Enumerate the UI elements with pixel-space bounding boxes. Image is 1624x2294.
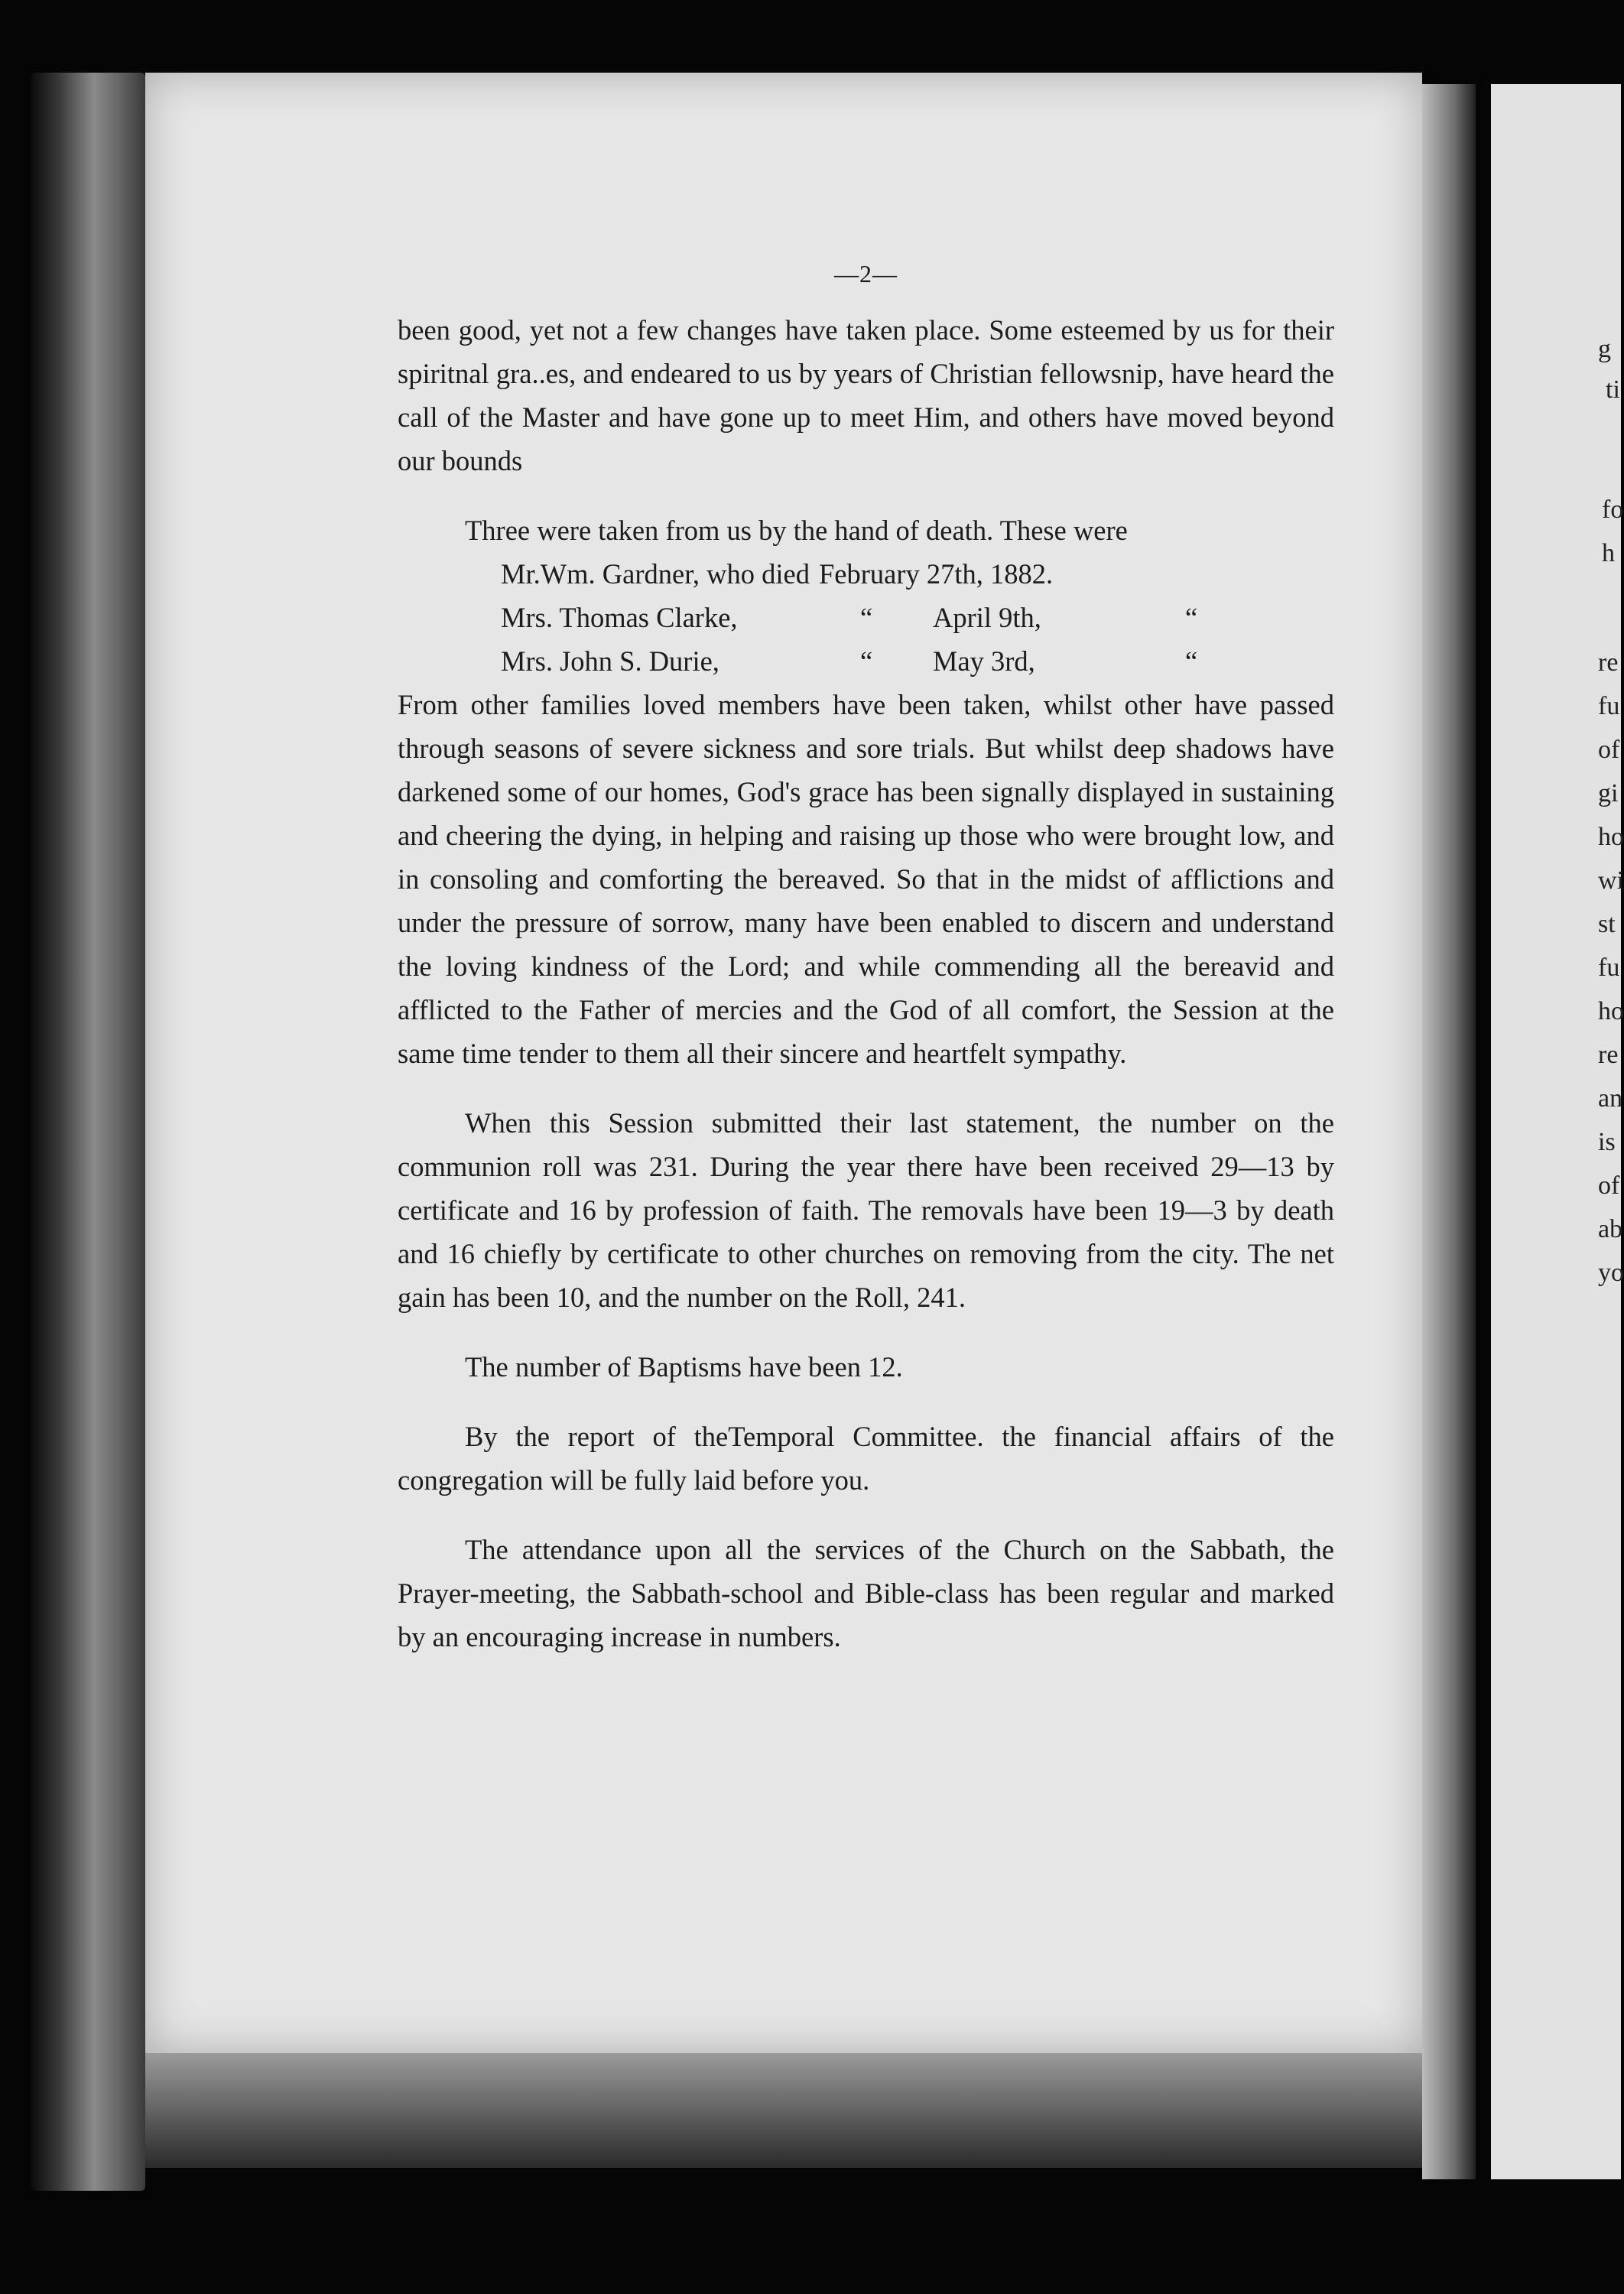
margin-fragment: re bbox=[1598, 1041, 1619, 1069]
death-name: Mrs. John S. Durie, bbox=[501, 645, 719, 677]
page-text bbox=[398, 252, 1334, 1659]
paragraph-attendance: The attendance upon all the services of the Church on the Sabbath, the Prayer-meeting, the Sabbath-school and Bible-class has been regular and marked by an encouraging increase in numbers. bbox=[398, 1534, 1334, 1652]
death-date: February 27th, 1882. bbox=[819, 558, 1054, 590]
paragraph-deaths-intro: Three were taken from us by the hand of death. These were bbox=[465, 515, 1128, 546]
margin-fragment: an bbox=[1598, 1084, 1623, 1113]
ditto-mark: “ bbox=[860, 645, 873, 677]
margin-fragment: ab bbox=[1598, 1215, 1623, 1243]
deaths-list bbox=[501, 552, 1334, 683]
ditto-mark: “ bbox=[1185, 645, 1198, 677]
paragraph-baptisms: The number of Baptisms have been 12. bbox=[465, 1351, 903, 1383]
death-entry bbox=[501, 552, 1334, 596]
death-entry bbox=[501, 596, 1334, 639]
page-number: —2— bbox=[834, 260, 898, 288]
page-stack-edge bbox=[1422, 84, 1476, 2179]
margin-fragment: ho bbox=[1598, 997, 1624, 1025]
paragraph-temporal-committee: By the report of theTemporal Committee. the financial affairs of the congregation will be fully laid before you. bbox=[398, 1421, 1334, 1496]
margin-fragment: gi bbox=[1598, 779, 1619, 807]
margin-fragment: g bbox=[1598, 335, 1611, 363]
margin-fragment: of bbox=[1598, 736, 1620, 764]
ditto-mark: “ bbox=[860, 602, 873, 633]
margin-fragment: yo bbox=[1598, 1259, 1624, 1287]
death-entry bbox=[501, 639, 1334, 683]
margin-fragment: wi bbox=[1598, 866, 1624, 895]
death-name: Mr.Wm. Gardner, who died bbox=[501, 558, 810, 590]
margin-fragment: st bbox=[1598, 910, 1616, 938]
death-date: May 3rd, bbox=[933, 645, 1035, 677]
ditto-mark: “ bbox=[1185, 602, 1198, 633]
margin-fragment: fo bbox=[1602, 496, 1624, 524]
margin-fragment: re bbox=[1598, 648, 1619, 677]
margin-fragment: ti bbox=[1606, 375, 1620, 404]
paragraph-afflictions: From other families loved members have been taken, whilst other have passed through seasons of severe sickness and sore trials. But whilst deep shadows have darkened some of our homes, God's grace has been signally displayed in sustaining and cheering the dying, in helping and raising up those who were brought low, and in consoling and comforting the bereaved. So that in the midst of afflictions and under the pressure of sorrow, many have been enabled to discern and understand the loving kindness of the Lord; and while commending all the bereavid and afflicted to the Father of mercies and the God of all comfort, the Session at the same time tender to them all their sincere and heartfelt sympathy. bbox=[398, 689, 1334, 1069]
death-name: Mrs. Thomas Clarke, bbox=[501, 602, 738, 633]
paragraph-communion-roll: When this Session submitted their last statement, the number on the communion roll was 231. During the year there have been received 29—13 by certificate and 16 by profession of faith. The removals have been 19—3 by death and 16 chiefly by certificate to other churches on removing from the city. The net gain has been 10, and the number on the Roll, 241. bbox=[398, 1107, 1334, 1313]
margin-fragment: of bbox=[1598, 1171, 1620, 1200]
margin-fragment: ho bbox=[1598, 823, 1624, 851]
margin-fragment: is bbox=[1598, 1128, 1616, 1156]
page-bottom-edge bbox=[145, 2053, 1422, 2168]
facing-page-fragment bbox=[1491, 84, 1624, 2179]
death-date: April 9th, bbox=[933, 602, 1041, 633]
book-binding-left bbox=[31, 73, 145, 2191]
paragraph-changes: been good, yet not a few changes have taken place. Some esteemed by us for their spiritnal gra..es, and endeared to us by years of Christian fellowsnip, have heard the call of the Master and have gone up to meet Him, and others have moved beyond our bounds bbox=[398, 314, 1334, 476]
margin-fragment: fu bbox=[1598, 954, 1620, 982]
margin-fragment: h bbox=[1602, 539, 1615, 567]
margin-fragment: fu bbox=[1598, 692, 1620, 720]
